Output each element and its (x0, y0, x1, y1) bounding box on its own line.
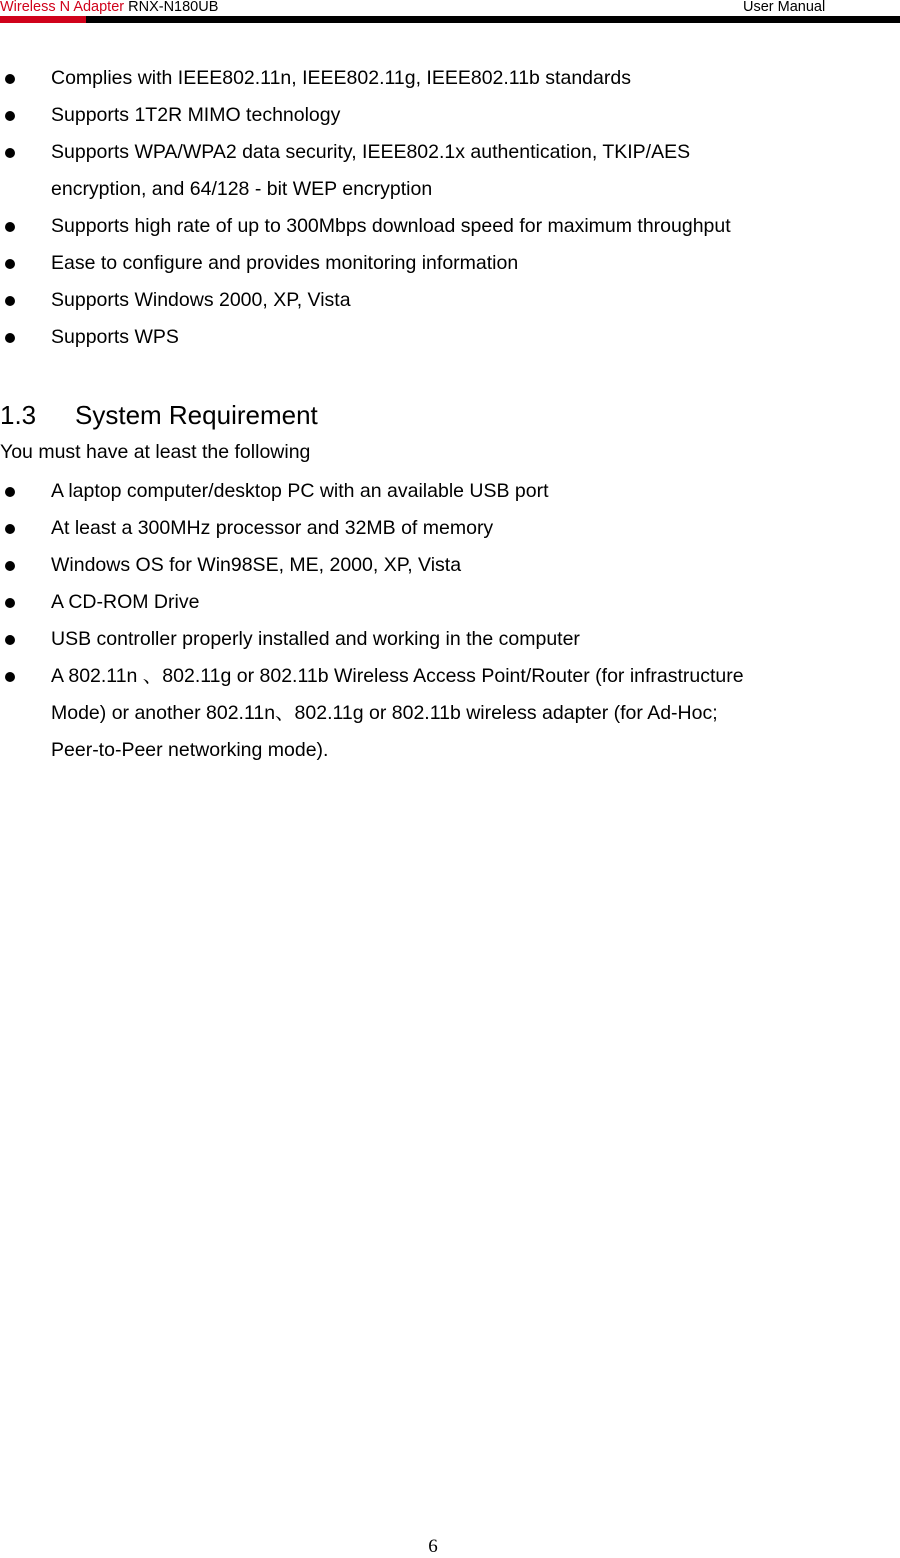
header-product (0, 0, 218, 15)
header-rule (0, 16, 900, 23)
list-item: Windows OS for Win98SE, ME, 2000, XP, Vista (0, 547, 744, 584)
page-header (0, 0, 900, 24)
list-item: Complies with IEEE802.11n, IEEE802.11g, IEEE802.11b standards (0, 60, 731, 97)
bullet-icon (5, 111, 15, 121)
bullet-icon (5, 487, 15, 497)
list-item: Supports 1T2R MIMO technology (0, 97, 731, 134)
bullet-icon (5, 672, 15, 682)
bullet-icon (5, 222, 15, 232)
bullet-icon (5, 598, 15, 608)
section-title: System Requirement (75, 400, 318, 430)
list-item: Supports WPS (0, 319, 731, 356)
bullet-icon (5, 524, 15, 534)
bullet-icon (5, 259, 15, 269)
header-model: RNX-N180UB (124, 0, 219, 15)
list-item-continuation: encryption, and 64/128 - bit WEP encryption (51, 178, 433, 200)
bullet-icon (5, 635, 15, 645)
list-item: A 802.11n 、802.11g or 802.11b Wireless Access Point/Router (for infrastructure (0, 658, 744, 695)
bullet-icon (5, 148, 15, 158)
requirements-list (0, 473, 744, 769)
list-item: Supports high rate of up to 300Mbps download speed for maximum throughput (0, 208, 731, 245)
list-item-continuation: Peer-to-Peer networking mode). (51, 739, 329, 761)
section-heading (0, 398, 318, 432)
bullet-icon (5, 333, 15, 343)
bullet-icon (5, 561, 15, 571)
list-item: A CD-ROM Drive (0, 584, 744, 621)
list-item-continuation: Mode) or another 802.11n、802.11g or 802.11b wireless adapter (for Ad-Hoc; (51, 702, 718, 724)
list-item: Supports Windows 2000, XP, Vista (0, 282, 731, 319)
bullet-icon (5, 74, 15, 84)
list-item: A laptop computer/desktop PC with an available USB port (0, 473, 744, 510)
section-number: 1.3 (0, 400, 37, 430)
list-item: At least a 300MHz processor and 32MB of memory (0, 510, 744, 547)
list-item: Ease to configure and provides monitoring information (0, 245, 731, 282)
list-item: Supports WPA/WPA2 data security, IEEE802.1x authentication, TKIP/AES (0, 134, 731, 171)
header-brand: Wireless N Adapter (0, 0, 125, 15)
section-intro: You must have at least the following (0, 441, 311, 463)
list-item: USB controller properly installed and working in the computer (0, 621, 744, 658)
bullet-icon (5, 296, 15, 306)
page-number: 6 (428, 1536, 438, 1557)
features-list (0, 60, 731, 356)
header-rule-accent (0, 16, 86, 23)
header-manual-label: User Manual (743, 0, 826, 15)
